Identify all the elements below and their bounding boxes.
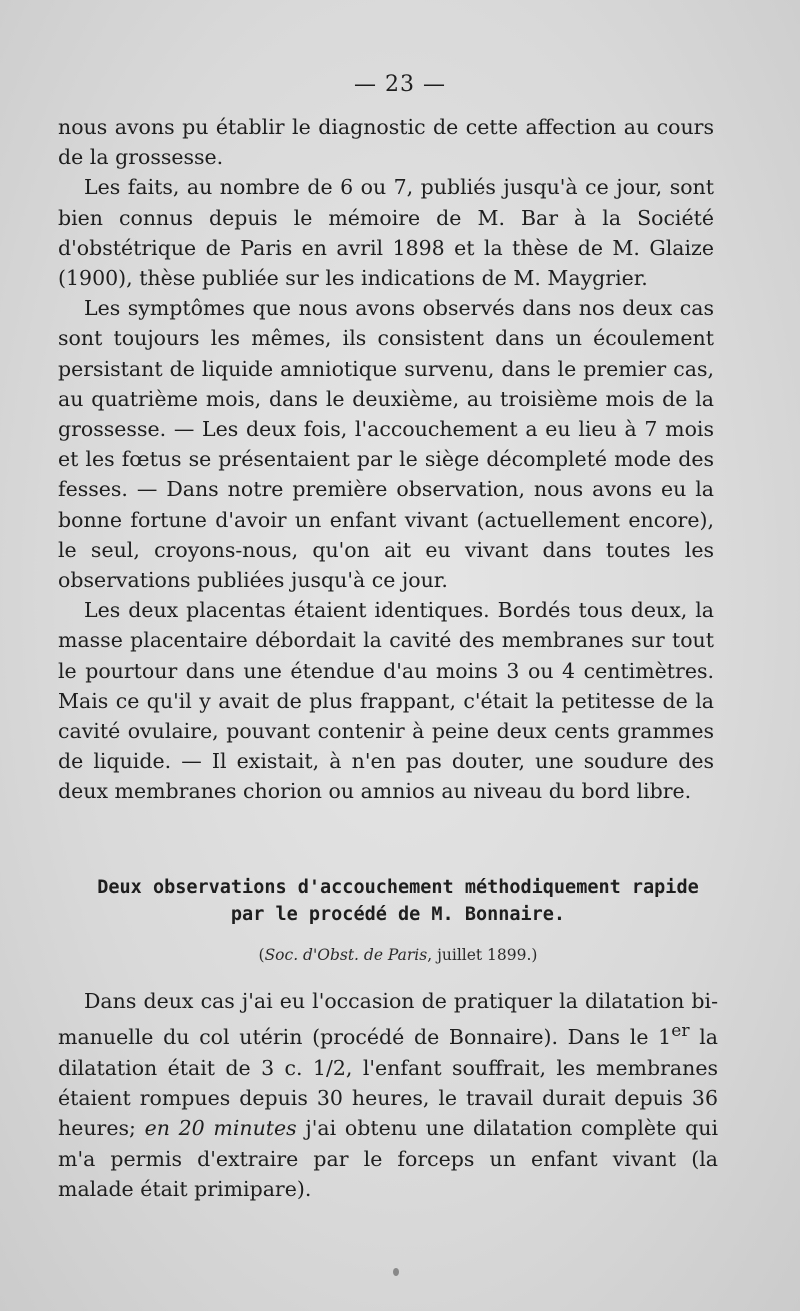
paragraph: Les faits, au nombre de 6 ou 7, publiés jusqu'à ce jour, sont bien connus depuis le mémoire de M. Bar à la Société d'obstétrique de Paris en avril 1898 et la thèse de M. Glaize (1900), thèse publiée sur les indications de M. Maygrier.: [58, 175, 714, 291]
body-text-top: [58, 112, 714, 807]
body-text-bottom: [58, 986, 718, 1205]
ink-speck: [393, 1268, 399, 1276]
ordinal-superscript: er: [671, 1021, 690, 1042]
source-date: , juillet 1899.): [427, 946, 538, 964]
paragraph: nous avons pu établir le diagnostic de cette affection au cours de la grossesse.: [58, 115, 714, 170]
source-open: (: [258, 946, 265, 964]
paragraph-text-2: la dilatation était de 3 c. 1/2, l'enfant souffrait, les membranes étaient rompues depuis 30 heures, le travail durait depuis 36 heures;: [58, 1025, 718, 1141]
paragraph: [58, 986, 718, 1205]
section-title-line-2: par le procédé de M. Bonnaire.: [230, 904, 566, 925]
paragraph: Les deux placentas étaient identiques. Bordés tous deux, la masse placentaire débordait la cavité des membranes sur tout le pourtour dans une étendue d'au moins 3 ou 4 centimètres. Mais ce qu'il y avait de plus frappant, c'était la petitesse de la cavité ovulaire, pouvant contenir à peine deux cents grammes de liquide. — Il existait, à n'en pas douter, une soudure des deux membranes chorion ou amnios au niveau du bord libre.: [58, 598, 714, 804]
italic-duration: en 20 minutes: [144, 1116, 297, 1141]
section-title-line-1: Deux observations d'accouchement méthodiquement rapide: [97, 877, 699, 898]
source-journal: Soc. d'Obst. de Paris: [264, 946, 428, 964]
paragraph-text-3: j'ai obtenu une dilatation complète qui m'a permis d'extraire par le forceps un enfant vivant (la malade était primipare).: [58, 1116, 718, 1202]
paragraph-text-1: Dans deux cas j'ai eu l'occasion de pratiquer la dilatation bi-manuelle du col utérin (procédé de Bonnaire). Dans le 1: [58, 989, 718, 1050]
page-number: — 23 —: [354, 72, 446, 97]
section-source: [58, 946, 738, 964]
section-header: [58, 874, 738, 964]
paragraph: Les symptômes que nous avons observés dans nos deux cas sont toujours les mêmes, ils consistent dans un écoulement persistant de liquide amniotique survenu, dans le premier cas, au quatrième mois, dans le deuxième, au troisième mois de la grossesse. — Les deux fois, l'accouchement a eu lieu à 7 mois et les fœtus se présentaient par le siège décompleté mode des fesses. — Dans notre première observation, nous avons eu la bonne fortune d'avoir un enfant vivant (actuellement encore), le seul, croyons-nous, qu'on ait eu vivant dans toutes les observations publiées jusqu'à ce jour.: [58, 296, 714, 593]
